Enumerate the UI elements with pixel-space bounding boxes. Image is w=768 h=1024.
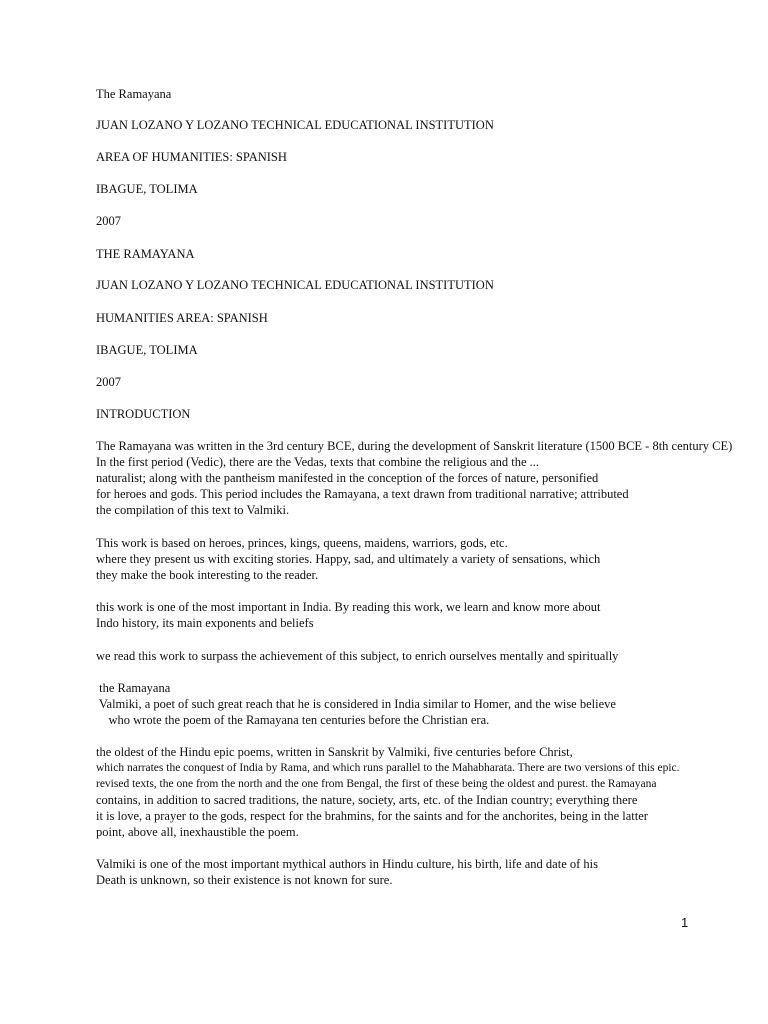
paragraph-line: the Ramayana — [96, 681, 171, 695]
paragraph-line: it is love, a prayer to the gods, respect for the brahmins, for the saints and for the anchorites, being in the latter — [96, 809, 648, 823]
paragraph-line: the compilation of this text to Valmiki. — [96, 503, 290, 517]
paragraph-line: Valmiki is one of the most important mythical authors in Hindu culture, his birth, life and date of his — [96, 857, 598, 871]
paragraph-line: This work is based on heroes, princes, kings, queens, maidens, warriors, gods, etc. — [96, 536, 508, 550]
paragraph-line: which narrates the conquest of India by Rama, and which runs parallel to the Mahabharata. There are two versions of this epic. — [96, 762, 680, 774]
paragraph-line: Indo history, its main exponents and beliefs — [96, 616, 314, 630]
paragraph-line: contains, in addition to sacred traditions, the nature, society, arts, etc. of the Indian country; everything there — [96, 793, 638, 807]
city-line: IBAGUE, TOLIMA — [96, 182, 198, 196]
section-heading: INTRODUCTION — [96, 407, 191, 421]
paragraph-line: the oldest of the Hindu epic poems, written in Sanskrit by Valmiki, five centuries before Christ, — [96, 745, 573, 759]
paragraph-line: Death is unknown, so their existence is not known for sure. — [96, 873, 393, 887]
area-line: AREA OF HUMANITIES: SPANISH — [96, 150, 287, 164]
year-line: 2007 — [96, 214, 121, 228]
paragraph-line: they make the book interesting to the reader. — [96, 568, 319, 582]
institution-name-2: JUAN LOZANO Y LOZANO TECHNICAL EDUCATIONAL INSTITUTION — [96, 278, 494, 292]
paragraph-line: for heroes and gods. This period includes the Ramayana, a text drawn from traditional narrative; attributed — [96, 487, 629, 501]
paragraph-line: this work is one of the most important in India. By reading this work, we learn and know more about — [96, 600, 601, 614]
paragraph-line: we read this work to surpass the achievement of this subject, to enrich ourselves mentally and spiritually — [96, 649, 619, 663]
paragraph-line: The Ramayana was written in the 3rd century BCE, during the development of Sanskrit literature (1500 BCE - 8th century CE) — [96, 439, 733, 453]
paragraph-line: where they present us with exciting stories. Happy, sad, and ultimately a variety of sensations, which — [96, 552, 601, 566]
paragraph-line: point, above all, inexhaustible the poem. — [96, 825, 299, 839]
paragraph-line: Valmiki, a poet of such great reach that he is considered in India similar to Homer, and the wise believe — [96, 697, 616, 711]
institution-name: JUAN LOZANO Y LOZANO TECHNICAL EDUCATIONAL INSTITUTION — [96, 118, 494, 132]
year-line-2: 2007 — [96, 375, 121, 389]
page-number: 1 — [681, 915, 689, 930]
city-line-2: IBAGUE, TOLIMA — [96, 343, 198, 357]
paragraph-line: revised texts, the one from the north and the one from Bengal, the first of these being the oldest and purest. the Ramayana — [96, 778, 657, 790]
paragraph-line: In the first period (Vedic), there are the Vedas, texts that combine the religious and the ... — [96, 455, 540, 469]
document-title: The Ramayana — [96, 87, 172, 101]
document-title-upper: THE RAMAYANA — [96, 247, 195, 261]
area-line-2: HUMANITIES AREA: SPANISH — [96, 311, 268, 325]
paragraph-line: naturalist; along with the pantheism manifested in the conception of the forces of nature, personified — [96, 471, 599, 485]
paragraph-line: who wrote the poem of the Ramayana ten centuries before the Christian era. — [96, 713, 490, 727]
